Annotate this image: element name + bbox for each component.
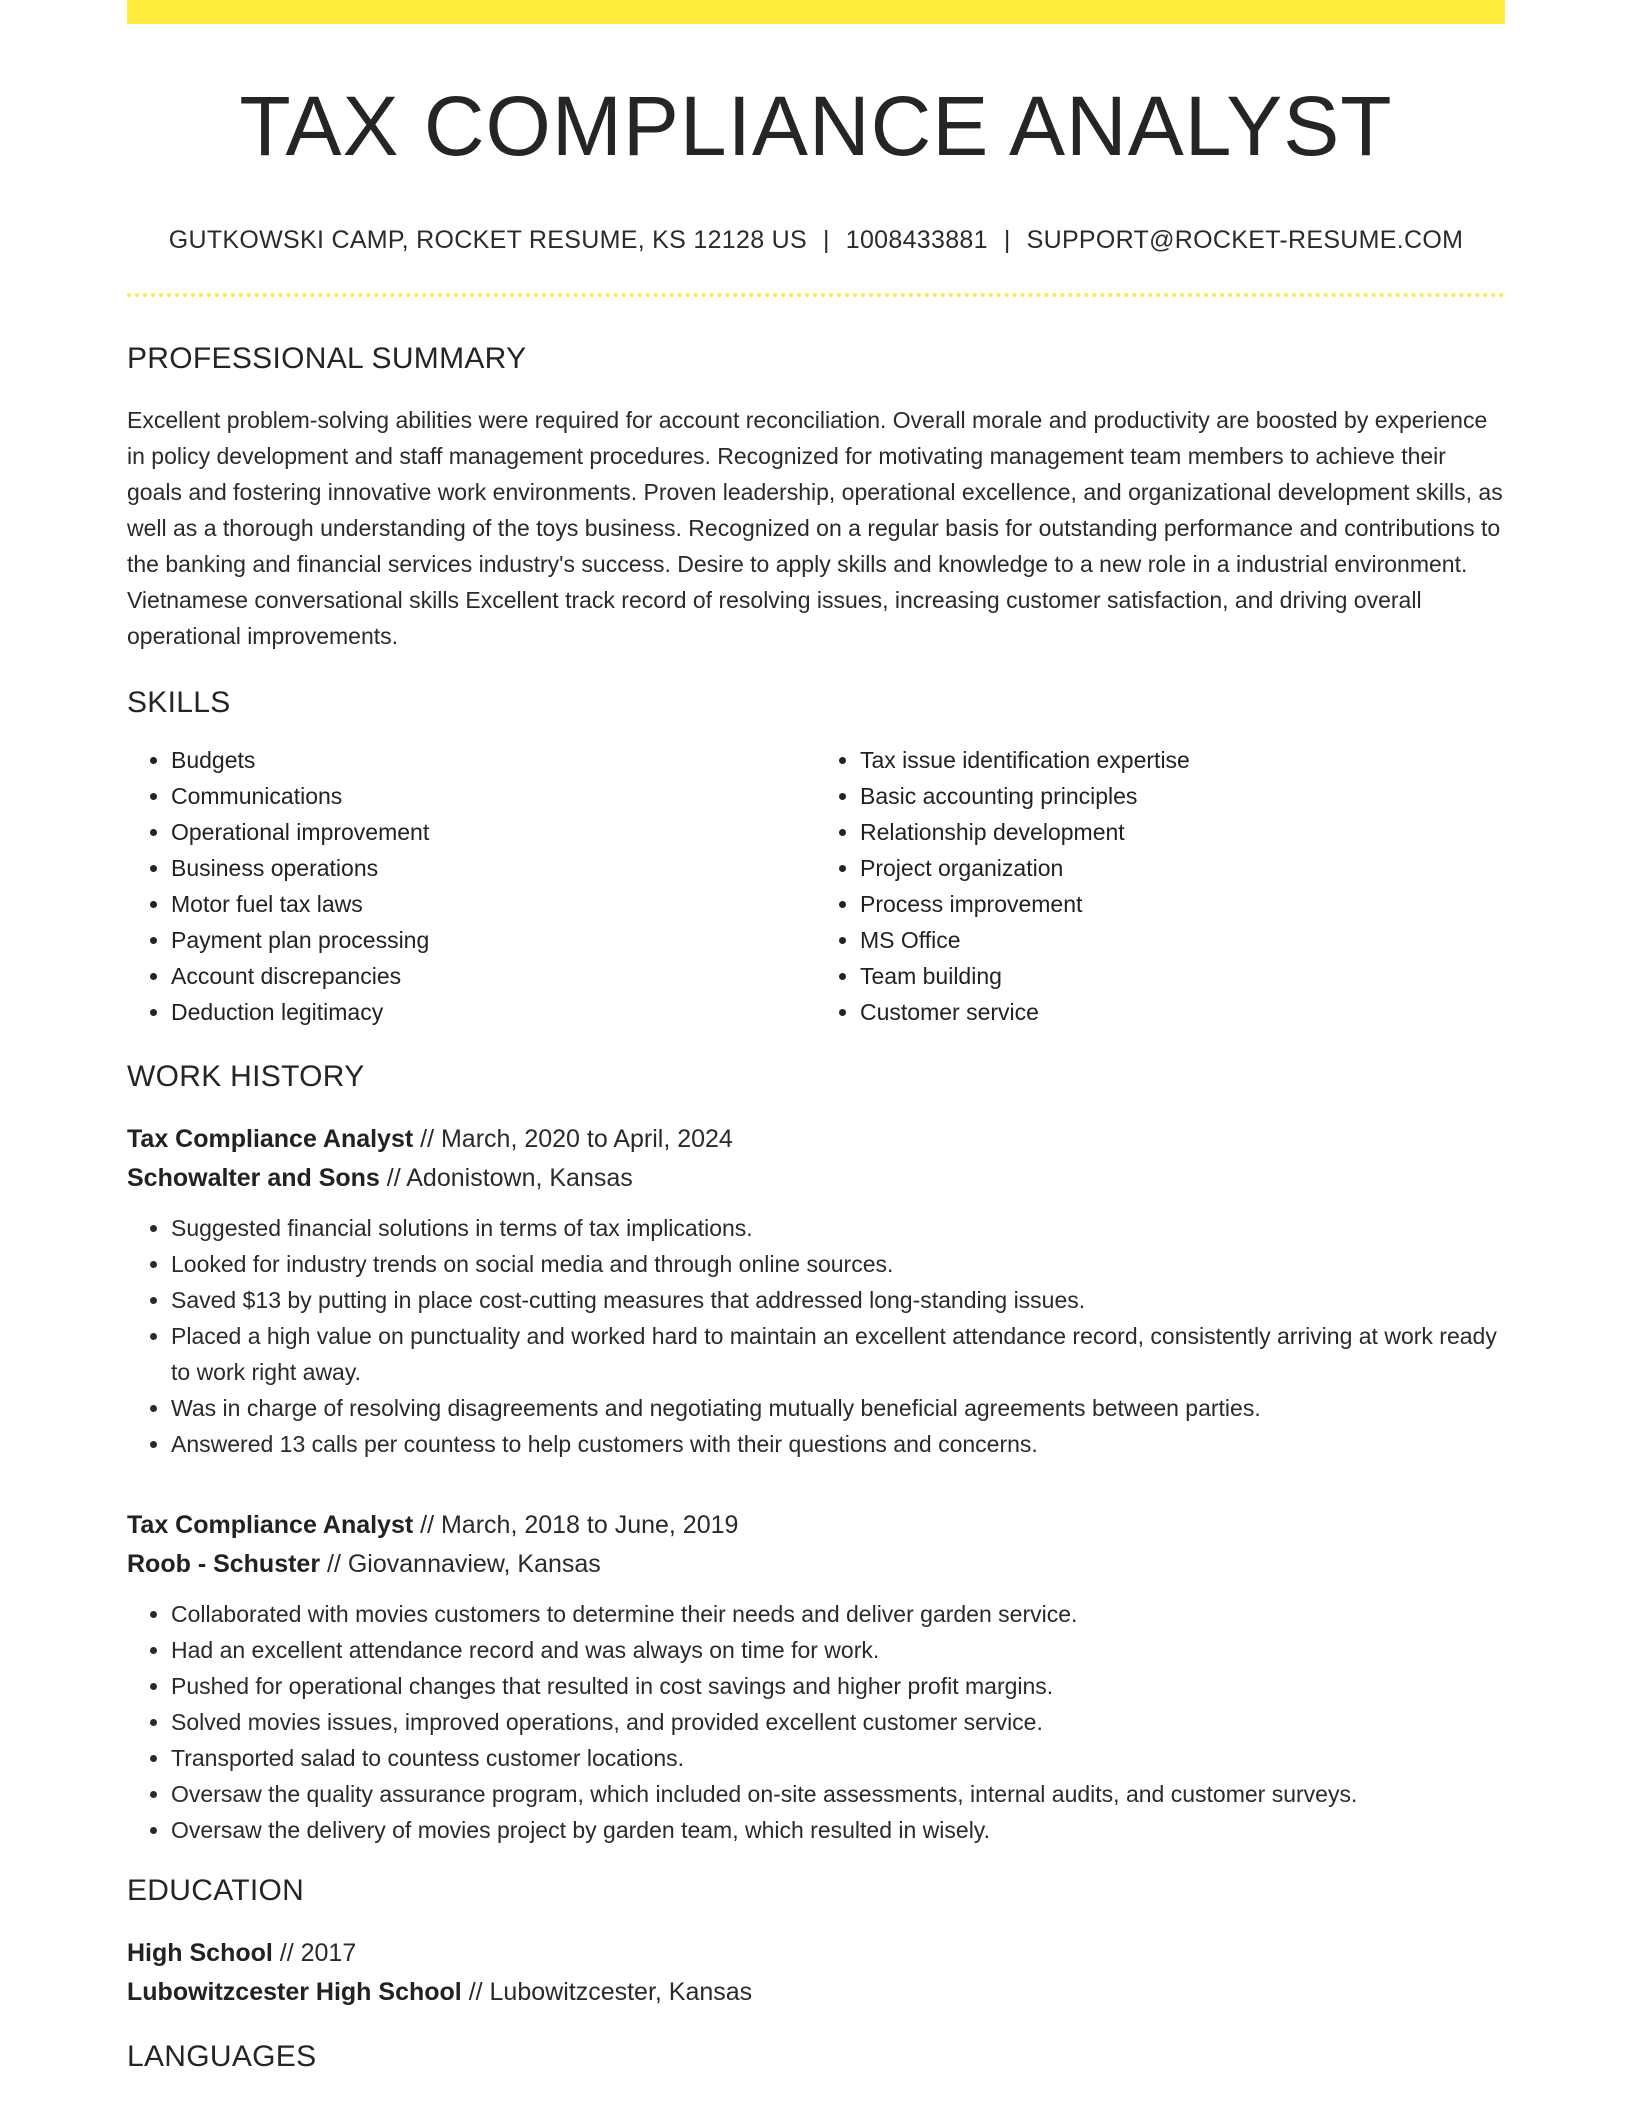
skill-item: • Team building <box>860 958 1505 994</box>
contact-line <box>127 226 1505 255</box>
contact-separator: | <box>822 226 830 255</box>
skill-item: • Deduction legitimacy <box>171 994 816 1030</box>
job-position: Tax Compliance Analyst <box>127 1125 414 1154</box>
job-bullet: • Oversaw the delivery of movies project by garden team, which resulted in wisely. <box>171 1812 1505 1848</box>
skill-item: • Relationship development <box>860 814 1505 850</box>
skill-item: • Business operations <box>171 850 816 886</box>
job-company: Roob - Schuster <box>127 1550 321 1579</box>
job-dates: // March, 2020 to April, 2024 <box>413 1125 733 1154</box>
job-title-line <box>127 1506 1505 1545</box>
contact-address: GUTKOWSKI CAMP, ROCKET RESUME, KS 12128 US <box>168 226 807 255</box>
education-entry <box>127 1934 1505 2012</box>
job-title-line <box>127 1120 1505 1159</box>
job-bullet: • Saved $13 by putting in place cost-cutting measures that addressed long-standing issues. <box>171 1282 1505 1318</box>
job-entry <box>127 1120 1505 1462</box>
skill-item: • Tax issue identification expertise <box>860 742 1505 778</box>
job-bullet: • Collaborated with movies customers to determine their needs and deliver garden service. <box>171 1596 1505 1632</box>
contact-email: SUPPORT@ROCKET-RESUME.COM <box>1026 226 1464 255</box>
job-bullet: • Placed a high value on punctuality and worked hard to maintain an excellent attendance record, consistently arriving at work ready to work right away. <box>171 1318 1505 1390</box>
skill-item: • MS Office <box>860 922 1505 958</box>
skill-item: • Motor fuel tax laws <box>171 886 816 922</box>
contact-phone: 1008433881 <box>845 226 988 255</box>
skill-item: • Account discrepancies <box>171 958 816 994</box>
summary-heading: PROFESSIONAL SUMMARY <box>127 342 527 376</box>
skill-item: • Customer service <box>860 994 1505 1030</box>
languages-heading: LANGUAGES <box>127 2040 317 2074</box>
job-location: // Adonistown, Kansas <box>379 1164 633 1193</box>
skill-item: • Budgets <box>171 742 816 778</box>
skill-item: • Operational improvement <box>171 814 816 850</box>
job-entry <box>127 1506 1505 1848</box>
job-bullet: • Looked for industry trends on social media and through online sources. <box>171 1246 1505 1282</box>
skill-item: • Communications <box>171 778 816 814</box>
job-dates: // March, 2018 to June, 2019 <box>413 1511 739 1540</box>
job-bullets <box>127 1596 1505 1848</box>
summary-text: Excellent problem-solving abilities were required for account reconciliation. Overall morale and productivity are boosted by experience in policy development and staff management procedures. Recognized for motivating management team members to achieve their goals and fostering innovative work environments. Proven leadership, operational excellence, and organizational development skills, as well as a thorough understanding of the toys business. Recognized on a regular basis for outstanding performance and contributions to the banking and financial services industry's success. Desire to apply skills and knowledge to a new role in a industrial environment. Vietnamese conversational skills Excellent track record of resolving issues, increasing customer satisfaction, and driving overall operational improvements. <box>127 407 1503 650</box>
job-bullet: • Oversaw the quality assurance program, which included on-site assessments, internal audits, and customer surveys. <box>171 1776 1505 1812</box>
job-bullet: • Had an excellent attendance record and was always on time for work. <box>171 1632 1505 1668</box>
education-degree: High School <box>127 1939 273 1968</box>
dotted-divider <box>127 293 1505 297</box>
job-bullet: • Solved movies issues, improved operations, and provided excellent customer service. <box>171 1704 1505 1740</box>
job-bullet: • Was in charge of resolving disagreements and negotiating mutually beneficial agreements between parties. <box>171 1390 1505 1426</box>
job-bullet: • Transported salad to countess customer locations. <box>171 1740 1505 1776</box>
job-company: Schowalter and Sons <box>127 1164 380 1193</box>
education-heading: EDUCATION <box>127 1874 305 1908</box>
job-bullet: • Answered 13 calls per countess to help customers with their questions and concerns. <box>171 1426 1505 1462</box>
job-company-line <box>127 1159 1505 1198</box>
skill-item: • Project organization <box>860 850 1505 886</box>
skills-grid <box>127 742 1505 1030</box>
resume-name: TAX COMPLIANCE ANALYST <box>239 79 1393 173</box>
job-company-line <box>127 1545 1505 1584</box>
skill-item: • Payment plan processing <box>171 922 816 958</box>
skills-list-right <box>816 742 1505 1030</box>
skill-item: • Basic accounting principles <box>860 778 1505 814</box>
top-accent-bar <box>127 0 1505 24</box>
skills-heading: SKILLS <box>127 686 231 720</box>
resume-page <box>127 0 1505 2074</box>
job-position: Tax Compliance Analyst <box>127 1511 414 1540</box>
job-bullet: • Pushed for operational changes that resulted in cost savings and higher profit margins. <box>171 1668 1505 1704</box>
skill-item: • Process improvement <box>860 886 1505 922</box>
education-school: Lubowitzcester High School <box>127 1978 462 2007</box>
job-location: // Giovannaview, Kansas <box>320 1550 601 1579</box>
education-degree-line <box>127 1934 1505 1973</box>
education-location: // Lubowitzcester, Kansas <box>461 1978 753 2007</box>
job-bullet: • Suggested financial solutions in terms of tax implications. <box>171 1210 1505 1246</box>
skills-list-left <box>127 742 816 1030</box>
work-history-heading: WORK HISTORY <box>127 1060 365 1094</box>
education-school-line <box>127 1973 1505 2012</box>
contact-separator: | <box>1003 226 1011 255</box>
education-year: // 2017 <box>272 1939 357 1968</box>
job-bullets <box>127 1210 1505 1462</box>
